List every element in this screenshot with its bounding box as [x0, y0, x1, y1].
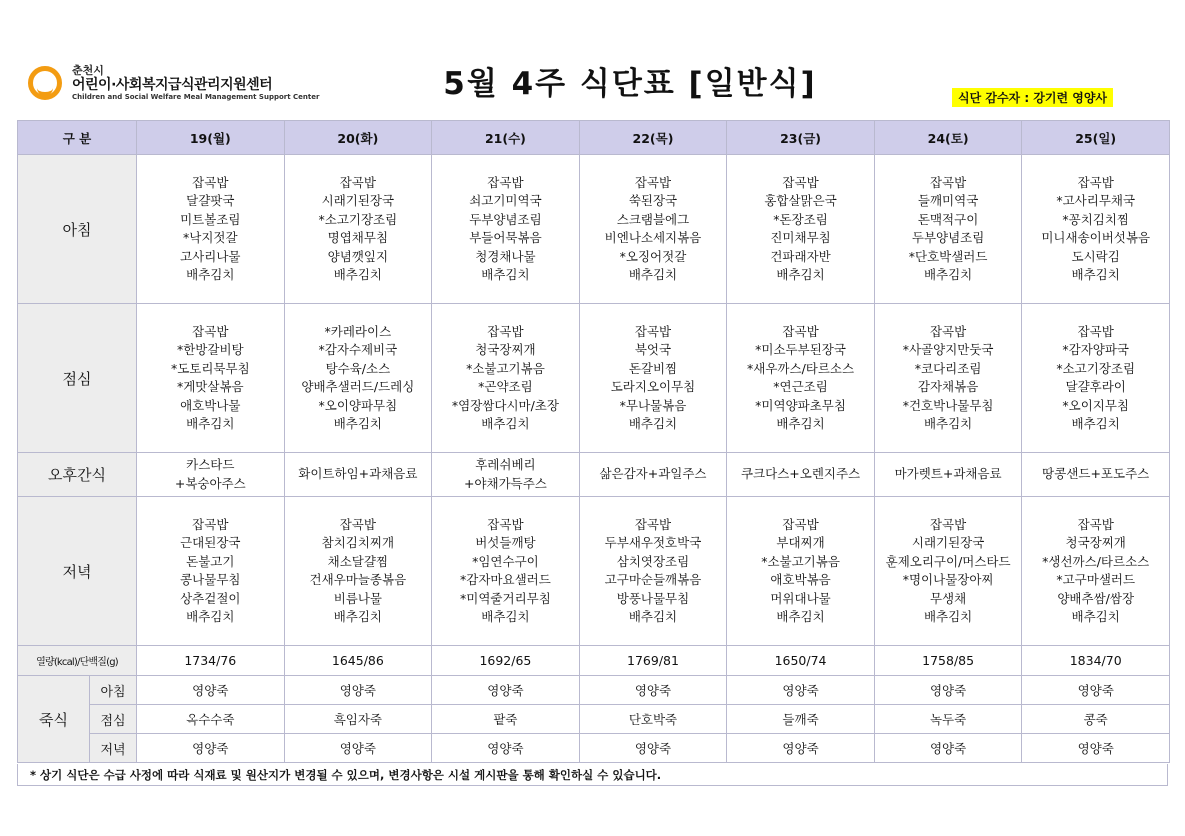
menu-item: 양념깻잎지: [327, 248, 389, 264]
menu-item: *도토리묵무침: [170, 360, 250, 376]
porridge-cell: 영양죽: [727, 734, 875, 763]
menu-item: *곤약조림: [478, 379, 533, 394]
menu-item: 배추김치: [776, 416, 825, 431]
menu-item: *감자마요샐러드: [460, 572, 551, 587]
porridge-cell: 옥수수죽: [137, 705, 285, 734]
menu-item: 잡곡밥: [782, 323, 819, 339]
dinner-menu-cell: [727, 497, 875, 646]
porridge-cell: 팥죽: [432, 705, 580, 734]
menu-item: 배추김치: [481, 416, 530, 431]
menu-item: 양배추쌈/쌈장: [1057, 590, 1135, 606]
porridge-sub-label: 아침: [90, 676, 137, 705]
dinner-menu-cell: [579, 497, 727, 646]
day-header: 22(목): [579, 121, 727, 155]
porridge-cell: 콩죽: [1022, 705, 1170, 734]
snack-menu-cell: [1022, 453, 1170, 497]
day-header: 24(토): [874, 121, 1022, 155]
menu-item: 배추김치: [1071, 267, 1120, 282]
menu-item: 배추김치: [628, 267, 678, 282]
menu-item: *사골양지만둣국: [902, 342, 994, 357]
snack-menu-cell: [727, 453, 875, 497]
porridge-cell: 영양죽: [137, 676, 285, 705]
menu-item: 북엇국: [634, 342, 672, 357]
breakfast-menu-cell: [137, 155, 285, 304]
menu-item: 시래기된장국: [911, 535, 985, 550]
menu-item: 애호박나물: [180, 397, 241, 413]
menu-item: 방풍나물무침: [616, 590, 690, 606]
menu-item: *미역줄거리무침: [460, 590, 551, 606]
porridge-cell: 영양죽: [137, 734, 285, 763]
menu-item: 도라지오이무침: [610, 379, 696, 394]
menu-item: 배추김치: [1071, 416, 1120, 431]
menu-item: *미역양파초무침: [755, 397, 846, 413]
menu-item: 잡곡밥: [192, 323, 229, 339]
menu-item: 잡곡밥: [634, 174, 672, 190]
menu-item: 부들어묵볶음: [469, 230, 542, 245]
menu-item: +야채가득주스: [463, 475, 547, 491]
menu-item: 진미채무침: [770, 230, 831, 245]
lunch-menu-cell: [579, 304, 727, 453]
lunch-menu-cell: [284, 304, 432, 453]
kcal-menu-cell: 1645/86: [284, 646, 432, 676]
menu-item: 잡곡밥: [929, 174, 967, 190]
smile-logo-icon: [28, 66, 62, 100]
menu-item: 배추김치: [186, 267, 235, 282]
menu-item: 배추김치: [628, 609, 678, 624]
menu-item: 잡곡밥: [1077, 323, 1114, 339]
menu-item: 훈제오리구이/머스타드: [885, 553, 1011, 569]
menu-item: 삶은감자+과일주스: [599, 466, 707, 482]
porridge-cell: 영양죽: [1022, 734, 1170, 763]
menu-item: 청국장찌개: [1065, 535, 1126, 550]
snack-menu-cell: [432, 453, 580, 497]
menu-item: 잡곡밥: [1077, 174, 1114, 190]
menu-item: 달걀후라이: [1065, 379, 1126, 394]
lunch-menu-cell: [1022, 304, 1170, 453]
menu-item: +복숭아주스: [174, 475, 246, 491]
menu-item: 배추김치: [923, 416, 973, 431]
porridge-cell: 들깨죽: [727, 705, 875, 734]
menu-item: 카스타드: [186, 457, 235, 472]
menu-item: 애호박볶음: [770, 572, 831, 587]
menu-item: 배추김치: [333, 416, 383, 431]
menu-item: *감자양파국: [1062, 342, 1130, 357]
menu-item: 잡곡밥: [339, 516, 376, 532]
menu-item: 쇠고기미역국: [469, 193, 542, 208]
menu-item: *새우까스/타르소스: [747, 360, 855, 376]
kcal-menu-cell: 1650/74: [727, 646, 875, 676]
day-header: 25(일): [1022, 121, 1170, 155]
porridge-cell: 단호박죽: [579, 705, 727, 734]
menu-item: 양배추샐러드/드레싱: [301, 379, 415, 394]
menu-item: 돈맥적구이: [917, 211, 979, 227]
porridge-sub-label: 저녁: [90, 734, 137, 763]
lunch-menu-cell: [727, 304, 875, 453]
menu-item: *코다리조림: [914, 360, 982, 376]
dinner-menu-cell: [1022, 497, 1170, 646]
menu-item: 배추김치: [923, 609, 973, 624]
menu-item: 잡곡밥: [192, 174, 229, 190]
menu-item: *소고기장조림: [318, 211, 398, 227]
day-header: 19(월): [137, 121, 285, 155]
breakfast-menu-cell: [874, 155, 1022, 304]
menu-item: 배추김치: [333, 267, 383, 282]
dinner-menu-cell: [137, 497, 285, 646]
menu-item: *명이나물장아찌: [902, 572, 994, 587]
menu-item: *감자수제비국: [318, 342, 398, 357]
menu-item: 잡곡밥: [929, 516, 967, 532]
kcal-row: [18, 646, 1170, 676]
menu-item: 미트볼조림: [180, 211, 241, 227]
porridge-cell: 영양죽: [1022, 676, 1170, 705]
breakfast-menu-cell: [727, 155, 875, 304]
menu-item: 배추김치: [186, 609, 235, 624]
center-logo: [28, 62, 328, 102]
menu-item: *고사리무채국: [1056, 193, 1136, 208]
snack-menu-cell: [284, 453, 432, 497]
menu-item: *소불고기볶음: [761, 553, 840, 569]
menu-item: *무나물볶음: [619, 397, 687, 413]
porridge-cell: 영양죽: [579, 734, 727, 763]
porridge-cell: 영양죽: [874, 676, 1022, 705]
breakfast-row: [18, 155, 1170, 304]
menu-item: 두부양념조림: [911, 230, 985, 245]
menu-item: *낙지젓갈: [183, 230, 238, 245]
menu-item: 머위대나물: [770, 590, 831, 606]
menu-item: 참치김치찌개: [321, 535, 395, 550]
kcal-menu-cell: 1758/85: [874, 646, 1022, 676]
menu-item: 비엔나소세지볶음: [604, 230, 702, 245]
table-header-row: [18, 121, 1170, 155]
menu-item: 미니새송이버섯볶음: [1041, 230, 1151, 245]
porridge-cell: 영양죽: [284, 676, 432, 705]
kcal-menu-cell: 1834/70: [1022, 646, 1170, 676]
menu-item: 상추겉절이: [180, 590, 241, 606]
dinner-menu-cell: [432, 497, 580, 646]
menu-item: *연근조림: [773, 379, 828, 394]
menu-item: 달걀팟국: [186, 193, 235, 208]
menu-item: *소불고기볶음: [466, 360, 545, 376]
logo-city: 춘천시: [72, 64, 104, 77]
weekly-menu-table: [17, 120, 1170, 763]
menu-item: 무생채: [929, 590, 967, 606]
dinner-menu-cell: [874, 497, 1022, 646]
menu-item: 부대찌개: [776, 535, 825, 550]
menu-item: *염장쌈다시마/초장: [451, 397, 559, 413]
menu-item: 잡곡밥: [487, 516, 524, 532]
menu-item: *오이지무침: [1062, 397, 1130, 413]
menu-item: 명엽채무침: [327, 230, 389, 245]
porridge-cell: 영양죽: [874, 734, 1022, 763]
menu-item: 잡곡밥: [782, 174, 819, 190]
menu-item: 땅콩샌드+포도주스: [1042, 466, 1150, 482]
row-label: 점심: [18, 304, 137, 453]
menu-item: 스크램블에그: [616, 211, 690, 227]
menu-item: *임연수구이: [472, 553, 539, 569]
menu-item: 고사리나물: [180, 248, 241, 264]
kcal-menu-cell: 1692/65: [432, 646, 580, 676]
dinner-row: [18, 497, 1170, 646]
menu-item: *돈장조림: [773, 211, 828, 227]
menu-item: 배추김치: [481, 609, 530, 624]
menu-item: 두부새우젓호박국: [604, 535, 702, 550]
page-title: 5월 4주 식단표 [일반식]: [443, 66, 817, 102]
lunch-menu-cell: [137, 304, 285, 453]
menu-item: *단호박샐러드: [908, 248, 988, 264]
menu-item: 배추김치: [186, 416, 235, 431]
menu-item: 건새우마늘종볶음: [309, 572, 407, 587]
menu-item: 비름나물: [333, 590, 383, 606]
menu-item: *오이양파무침: [318, 397, 398, 413]
menu-item: 돈갈비찜: [628, 360, 678, 376]
menu-item: 잡곡밥: [339, 174, 376, 190]
porridge-label: 죽식: [18, 676, 90, 763]
menu-item: 잡곡밥: [634, 323, 672, 339]
snack-row: [18, 453, 1170, 497]
menu-item: *소고기장조림: [1056, 360, 1136, 376]
porridge-breakfast-row: [18, 676, 1170, 705]
menu-item: 감자채볶음: [917, 379, 979, 394]
menu-item: 청국장찌개: [475, 342, 536, 357]
row-label: 아침: [18, 155, 137, 304]
porridge-sub-label: 점심: [90, 705, 137, 734]
menu-item: *생선까스/타르소스: [1042, 553, 1150, 569]
menu-item: 화이트하임+과채음료: [298, 466, 418, 482]
lunch-menu-cell: [432, 304, 580, 453]
logo-english-name: Children and Social Welfare Meal Management Support Center: [72, 93, 320, 101]
menu-item: *고구마샐러드: [1056, 572, 1136, 587]
porridge-cell: 녹두죽: [874, 705, 1022, 734]
menu-item: 배추김치: [333, 609, 383, 624]
menu-item: 시래기된장국: [321, 193, 395, 208]
menu-item: 배추김치: [776, 609, 825, 624]
menu-item: 청경채나물: [475, 248, 536, 264]
menu-item: *게맛살볶음: [176, 379, 244, 394]
menu-item: 잡곡밥: [782, 516, 819, 532]
menu-item: 쿠크다스+오렌지주스: [740, 466, 861, 482]
snack-menu-cell: [874, 453, 1022, 497]
snack-menu-cell: [137, 453, 285, 497]
menu-item: 들깨미역국: [917, 193, 979, 208]
menu-item: 삼치엿장조림: [616, 553, 690, 569]
row-label: 열량(kcal)/단백질(g): [18, 646, 137, 676]
menu-item: 콩나물무침: [180, 572, 241, 587]
menu-item: 잡곡밥: [1077, 516, 1114, 532]
kcal-menu-cell: 1734/76: [137, 646, 285, 676]
menu-item: 홍합살맑은국: [764, 193, 837, 208]
kcal-menu-cell: 1769/81: [579, 646, 727, 676]
menu-item: *한방갈비탕: [176, 342, 244, 357]
menu-item: 고구마순들깨볶음: [604, 572, 702, 587]
porridge-cell: 영양죽: [284, 734, 432, 763]
menu-item: 탕수육/소스: [325, 360, 391, 376]
snack-menu-cell: [579, 453, 727, 497]
lunch-row: [18, 304, 1170, 453]
menu-change-notice: * 상기 식단은 수급 사정에 따라 식재료 및 원산지가 변경될 수 있으며, 변경사항은 시설 게시판을 통해 확인하실 수 있습니다.: [17, 764, 1168, 786]
menu-item: 채소달걀찜: [327, 553, 389, 569]
menu-item: 쑥된장국: [628, 193, 678, 208]
menu-item: 잡곡밥: [487, 174, 524, 190]
menu-item: 도시락김: [1071, 248, 1120, 264]
corner-label: 구 분: [18, 121, 137, 155]
porridge-cell: 영양죽: [579, 676, 727, 705]
porridge-cell: 영양죽: [432, 734, 580, 763]
menu-item: 잡곡밥: [634, 516, 672, 532]
menu-item: 근대된장국: [180, 535, 241, 550]
breakfast-menu-cell: [579, 155, 727, 304]
menu-item: *건호박나물무침: [902, 397, 994, 413]
menu-item: 배추김치: [923, 267, 973, 282]
menu-item: *미소두부된장국: [755, 342, 846, 357]
menu-item: 잡곡밥: [487, 323, 524, 339]
menu-item: 잡곡밥: [929, 323, 967, 339]
menu-item: 돈불고기: [186, 553, 235, 569]
porridge-cell: 흑임자죽: [284, 705, 432, 734]
porridge-lunch-row: [18, 705, 1170, 734]
breakfast-menu-cell: [284, 155, 432, 304]
logo-name: 어린이·사회복지급식관리지원센터: [72, 77, 273, 93]
row-label: 오후간식: [18, 453, 137, 497]
day-header: 20(화): [284, 121, 432, 155]
menu-item: 후레쉬베리: [475, 457, 536, 472]
menu-supervisor: 식단 감수자 : 강기련 영양사: [952, 88, 1113, 107]
breakfast-menu-cell: [1022, 155, 1170, 304]
menu-item: *오징어젓갈: [619, 248, 687, 264]
dinner-menu-cell: [284, 497, 432, 646]
menu-item: 배추김치: [628, 416, 678, 431]
menu-item: 배추김치: [481, 267, 530, 282]
lunch-menu-cell: [874, 304, 1022, 453]
breakfast-menu-cell: [432, 155, 580, 304]
menu-item: *꽁치김치찜: [1062, 211, 1130, 227]
row-label: 저녁: [18, 497, 137, 646]
porridge-dinner-row: [18, 734, 1170, 763]
menu-item: 마가렛트+과채음료: [894, 466, 1002, 482]
menu-item: 버섯들깨탕: [475, 535, 536, 550]
menu-item: 두부양념조림: [469, 211, 542, 227]
menu-item: *카레라이스: [324, 323, 392, 339]
menu-item: 배추김치: [1071, 609, 1120, 624]
menu-item: 배추김치: [776, 267, 825, 282]
day-header: 23(금): [727, 121, 875, 155]
porridge-cell: 영양죽: [432, 676, 580, 705]
porridge-cell: 영양죽: [727, 676, 875, 705]
menu-item: 잡곡밥: [192, 516, 229, 532]
day-header: 21(수): [432, 121, 580, 155]
menu-item: 건파래자반: [770, 248, 831, 264]
